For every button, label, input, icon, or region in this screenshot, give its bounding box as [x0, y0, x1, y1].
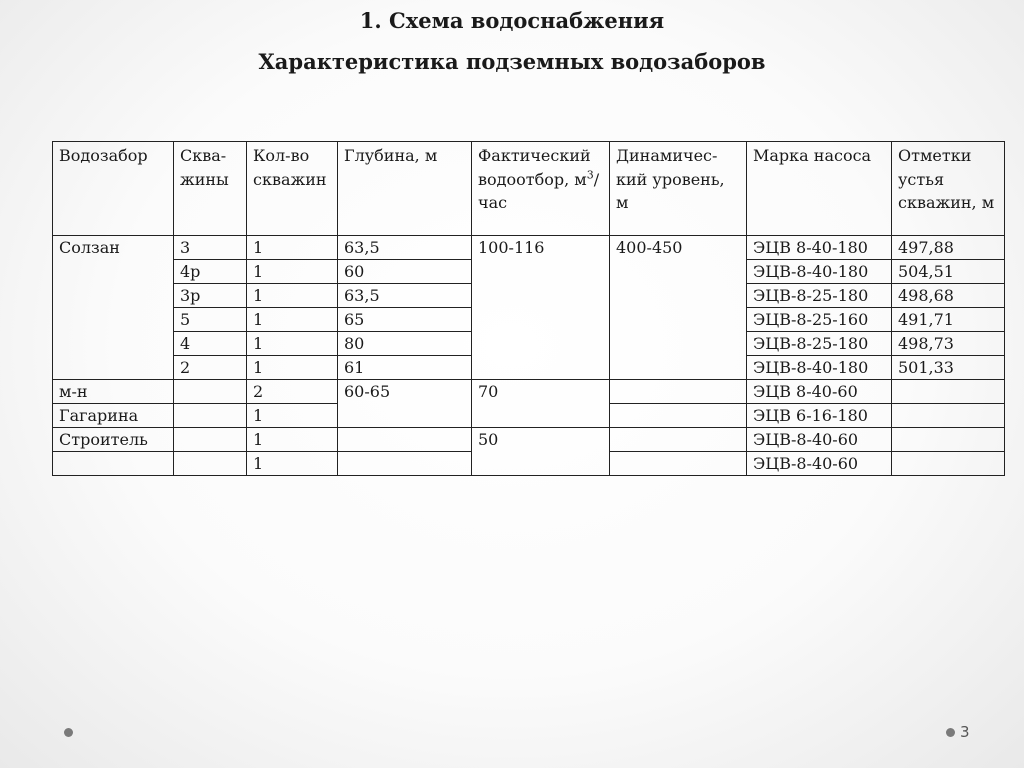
- cell-well: 3р: [174, 284, 247, 308]
- cell-pump: ЭЦВ-8-25-160: [747, 308, 892, 332]
- cell-pump: ЭЦВ-8-40-60: [747, 452, 892, 476]
- cell-depth: 61: [338, 356, 472, 380]
- header-actual-flow: [472, 142, 610, 236]
- cell-depth: 65: [338, 308, 472, 332]
- cell-flow-stroitel: 50: [472, 428, 610, 476]
- slide-subtitle: Характеристика подземных водозаборов: [258, 49, 766, 74]
- cell-dyn-level-solzan: 400-450: [610, 236, 747, 380]
- header-intake: Водозабор: [53, 142, 174, 236]
- cell-count: 1: [247, 308, 338, 332]
- cell-mark: 504,51: [892, 260, 1005, 284]
- cell-count: 2: [247, 380, 338, 404]
- cell-dyn-level: [610, 428, 747, 452]
- cell-depth: 63,5: [338, 284, 472, 308]
- cell-well: [174, 404, 247, 428]
- cell-depth: [338, 452, 472, 476]
- header-unit-suffix: /час: [478, 169, 600, 212]
- cell-well: [174, 428, 247, 452]
- cell-dyn-level: [610, 452, 747, 476]
- cell-pump: ЭЦВ 8-40-60: [747, 380, 892, 404]
- slide-bullet-left-icon: [64, 728, 73, 737]
- cell-pump: ЭЦВ-8-40-180: [747, 356, 892, 380]
- header-unit-sup: 3: [586, 168, 594, 182]
- cell-mark: 491,71: [892, 308, 1005, 332]
- header-wellhead-mark: Отметки устья скважин, м: [892, 142, 1005, 236]
- cell-mark: 498,73: [892, 332, 1005, 356]
- cell-depth: [338, 428, 472, 452]
- cell-mark: [892, 380, 1005, 404]
- header-wells: Сква-жины: [174, 142, 247, 236]
- cell-count: 1: [247, 332, 338, 356]
- slide-bullet-right-icon: [946, 728, 955, 737]
- cell-count: 1: [247, 356, 338, 380]
- cell-pump: ЭЦВ-8-40-180: [747, 260, 892, 284]
- cell-depth-gagarina: 60-65: [338, 380, 472, 428]
- cell-well: 4: [174, 332, 247, 356]
- header-pump-model: Марка насоса: [747, 142, 892, 236]
- table-row: [53, 236, 1005, 260]
- cell-depth: 63,5: [338, 236, 472, 260]
- header-well-count: Кол-во скважин: [247, 142, 338, 236]
- cell-mark: 497,88: [892, 236, 1005, 260]
- header-depth: Глубина, м: [338, 142, 472, 236]
- cell-count: 1: [247, 236, 338, 260]
- intake-name-gagarina-line1: м-н: [53, 380, 174, 404]
- water-intake-table: [52, 141, 1005, 476]
- cell-pump: ЭЦВ-8-25-180: [747, 332, 892, 356]
- cell-pump: ЭЦВ 6-16-180: [747, 404, 892, 428]
- cell-depth: 60: [338, 260, 472, 284]
- cell-pump: ЭЦВ-8-40-60: [747, 428, 892, 452]
- cell-mark: [892, 428, 1005, 452]
- cell-pump: ЭЦВ 8-40-180: [747, 236, 892, 260]
- cell-well: [174, 452, 247, 476]
- cell-dyn-level: [610, 380, 747, 404]
- cell-flow-solzan: 100-116: [472, 236, 610, 380]
- cell-pump: ЭЦВ-8-25-180: [747, 284, 892, 308]
- cell-count: 1: [247, 452, 338, 476]
- cell-count: 1: [247, 428, 338, 452]
- header-dynamic-level: Динамичес-кий уровень, м: [610, 142, 747, 236]
- cell-mark: [892, 452, 1005, 476]
- table-row: [53, 428, 1005, 452]
- cell-well: [174, 380, 247, 404]
- cell-dyn-level: [610, 404, 747, 428]
- cell-mark: 498,68: [892, 284, 1005, 308]
- cell-flow-gagarina: 70: [472, 380, 610, 428]
- intake-name-stroitel: Строитель: [53, 428, 174, 452]
- cell-well: 5: [174, 308, 247, 332]
- header-actual-flow-label: Фактический водоотбор, м: [478, 146, 591, 189]
- table-header-row: [53, 142, 1005, 236]
- cell-mark: [892, 404, 1005, 428]
- cell-count: 1: [247, 404, 338, 428]
- intake-name-gagarina-line2: Гагарина: [53, 404, 174, 428]
- cell-well: 3: [174, 236, 247, 260]
- slide-title: 1. Схема водоснабжения: [359, 8, 665, 33]
- page-number: 3: [960, 723, 970, 741]
- cell-well: 4р: [174, 260, 247, 284]
- cell-depth: 80: [338, 332, 472, 356]
- table-row: [53, 380, 1005, 404]
- cell-intake: [53, 452, 174, 476]
- cell-mark: 501,33: [892, 356, 1005, 380]
- cell-well: 2: [174, 356, 247, 380]
- cell-count: 1: [247, 284, 338, 308]
- intake-name-solzan: Солзан: [53, 236, 174, 380]
- cell-count: 1: [247, 260, 338, 284]
